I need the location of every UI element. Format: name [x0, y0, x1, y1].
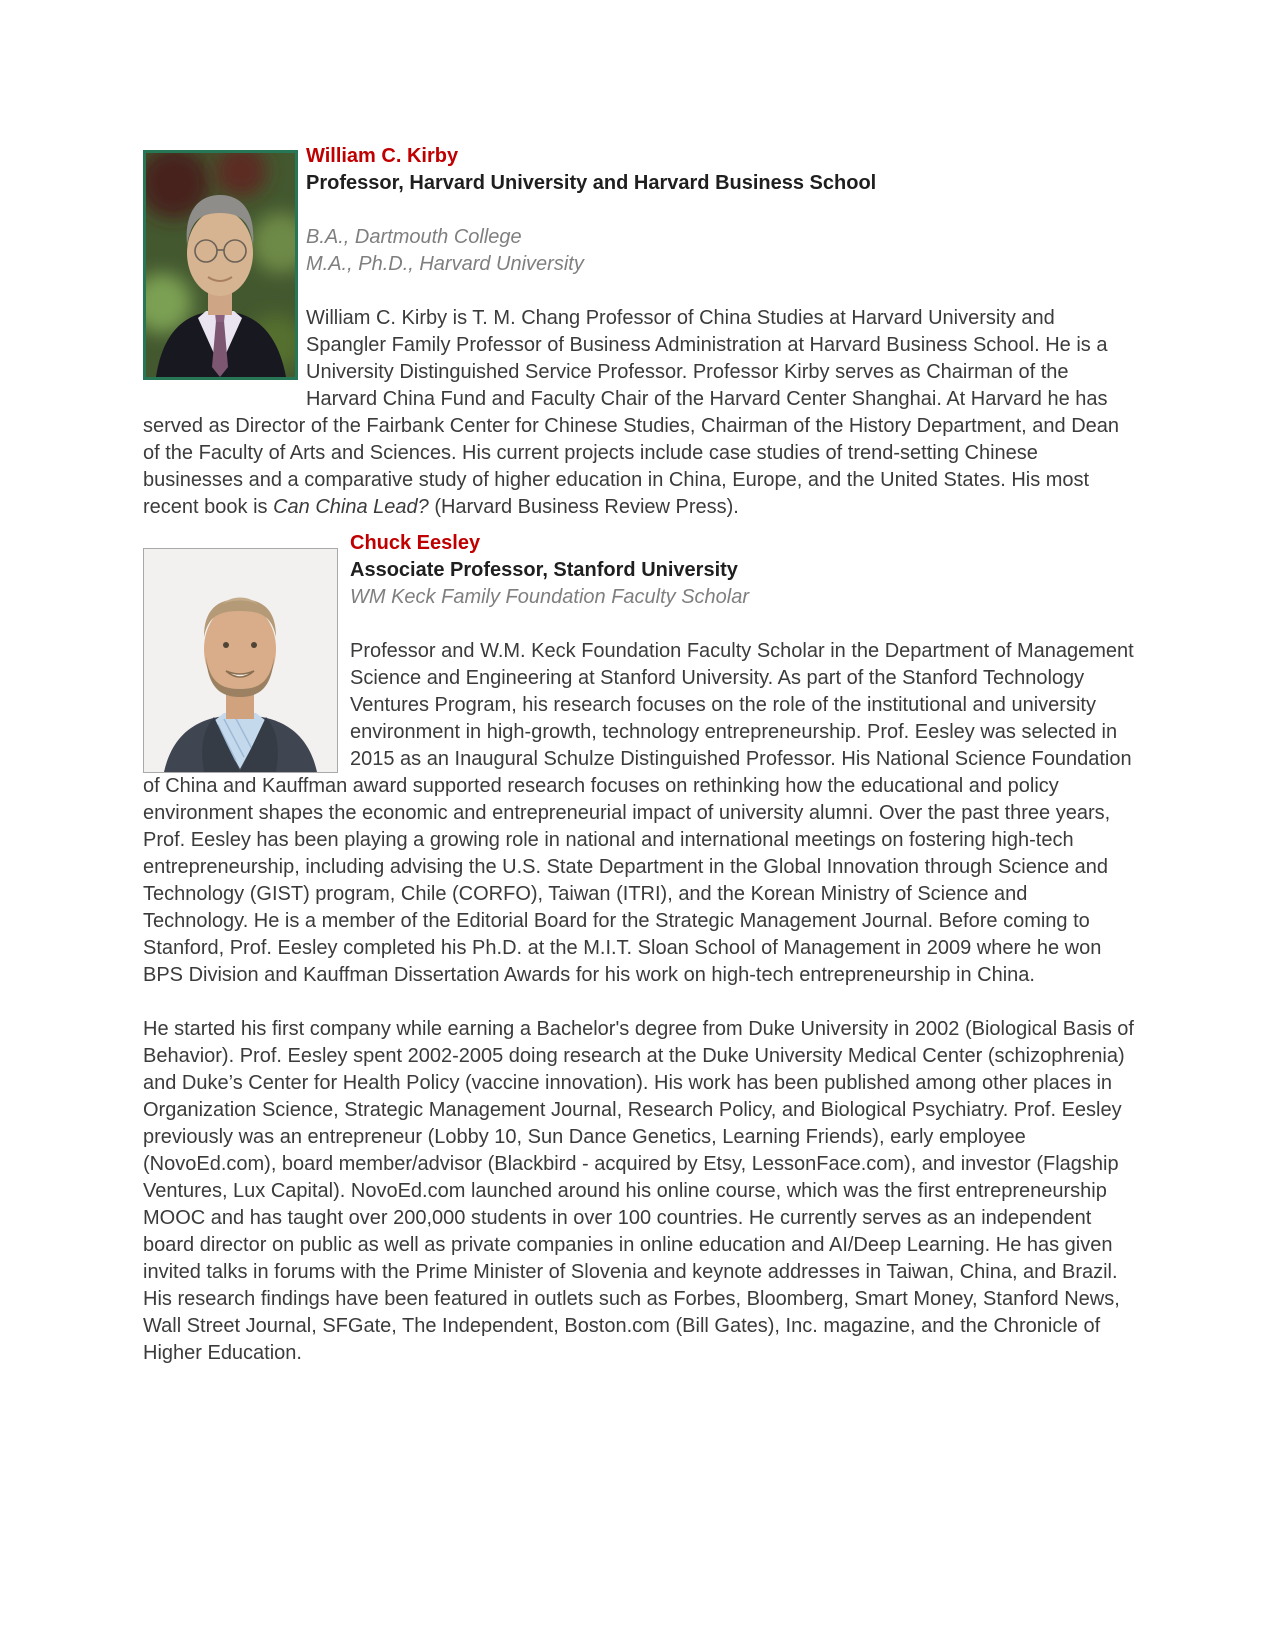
- kirby-paragraph-text: William C. Kirby is T. M. Chang Professor of China Studies at Harvard University and Spangler Family Professor of Business Administration at Harvard Business School. He is a University Distinguished Service Professor. Professor Kirby serves as Chairman of the Harvard China Fund and Faculty Chair of the Harvard Center Shanghai. At Harvard he has served as Director of the Fairbank Center for Chinese Studies, Chairman of the History Department, and Dean of the Faculty of Arts and Sciences. His current projects include case studies of trend-setting Chinese businesses and a comparative study of higher education in China, Europe, and the United States. His most recent book is: [143, 307, 1120, 518]
- bio-william-kirby: [143, 143, 1135, 521]
- eesley-bio-paragraph-1: Professor and W.M. Keck Foundation Faculty Scholar in the Department of Management Science and Engineering at Stanford University. As part of the Stanford Technology Ventures Program, his research focuses on the role of the institutional and university environment in high-growth, technology entrepreneurship. Prof. Eesley was selected in 2015 as an Inaugural Schulze Distinguished Professor. His National Science Foundation of China and Kauffman award supported research focuses on rethinking how the educational and policy environment shapes the economic and entrepreneurial impact of university alumni. Over the past three years, Prof. Eesley has been playing a growing role in national and international meetings on fostering high-tech entrepreneurship, including advising the U.S. State Department in the Global Innovation through Science and Technology (GIST) program, Chile (CORFO), Taiwan (ITRI), and the Korean Ministry of Science and Technology. He is a member of the Editorial Board for the Strategic Management Journal. Before coming to Stanford, Prof. Eesley completed his Ph.D. at the M.I.T. Sloan School of Management in 2009 where he won BPS Division and Kauffman Dissertation Awards for his work on high-tech entrepreneurship in China.: [143, 640, 1134, 986]
- eesley-name-heading: Chuck Eesley: [350, 532, 481, 554]
- eesley-bio-paragraph-2: He started his first company while earning a Bachelor's degree from Duke University in 2002 (Biological Basis of Behavior). Prof. Eesley spent 2002-2005 doing research at the Duke University Medical Center (schizophrenia) and Duke’s Center for Health Policy (vaccine innovation). His work has been published among other places in Organization Science, Strategic Management Journal, Research Policy, and Biological Psychiatry. Prof. Eesley previously was an entrepreneur (Lobby 10, Sun Dance Genetics, Learning Friends), early employee (NovoEd.com), board member/advisor (Blackbird - acquired by Etsy, LessonFace.com), and investor (Flagship Ventures, Lux Capital). NovoEd.com launched around his online course, which was the first entrepreneurship MOOC and has taught over 200,000 students in over 100 countries. He currently serves as an independent board director on public as well as private companies in online education and AI/Deep Learning. He has given invited talks in forums with the Prime Minister of Slovenia and keynote addresses in Taiwan, China, and Brazil. His research findings have been featured in outlets such as Forbes, Bloomberg, Smart Money, Stanford News, Wall Street Journal, SFGate, The Independent, Boston.com (Bill Gates), Inc. magazine, and the Chronicle of Higher Education.: [143, 1018, 1134, 1364]
- kirby-title: Professor, Harvard University and Harvard Business School: [306, 172, 877, 194]
- eesley-portrait-illustration: [144, 549, 337, 772]
- eesley-portrait-photo: [143, 548, 338, 773]
- kirby-portrait-illustration: [146, 153, 295, 377]
- bio-chuck-eesley: [143, 530, 1135, 1367]
- eesley-title: Associate Professor, Stanford University: [350, 559, 738, 581]
- kirby-book-title: Can China Lead?: [273, 496, 429, 518]
- eesley-subtitle: WM Keck Family Foundation Faculty Scholar: [350, 586, 750, 608]
- blank-line: [143, 989, 1135, 1016]
- kirby-credential-2: M.A., Ph.D., Harvard University: [306, 253, 584, 275]
- kirby-paragraph-end: (Harvard Business Review Press).: [428, 496, 739, 518]
- kirby-portrait-photo: [143, 150, 298, 380]
- kirby-credential-1: B.A., Dartmouth College: [306, 226, 522, 248]
- kirby-name-heading: William C. Kirby: [306, 145, 459, 167]
